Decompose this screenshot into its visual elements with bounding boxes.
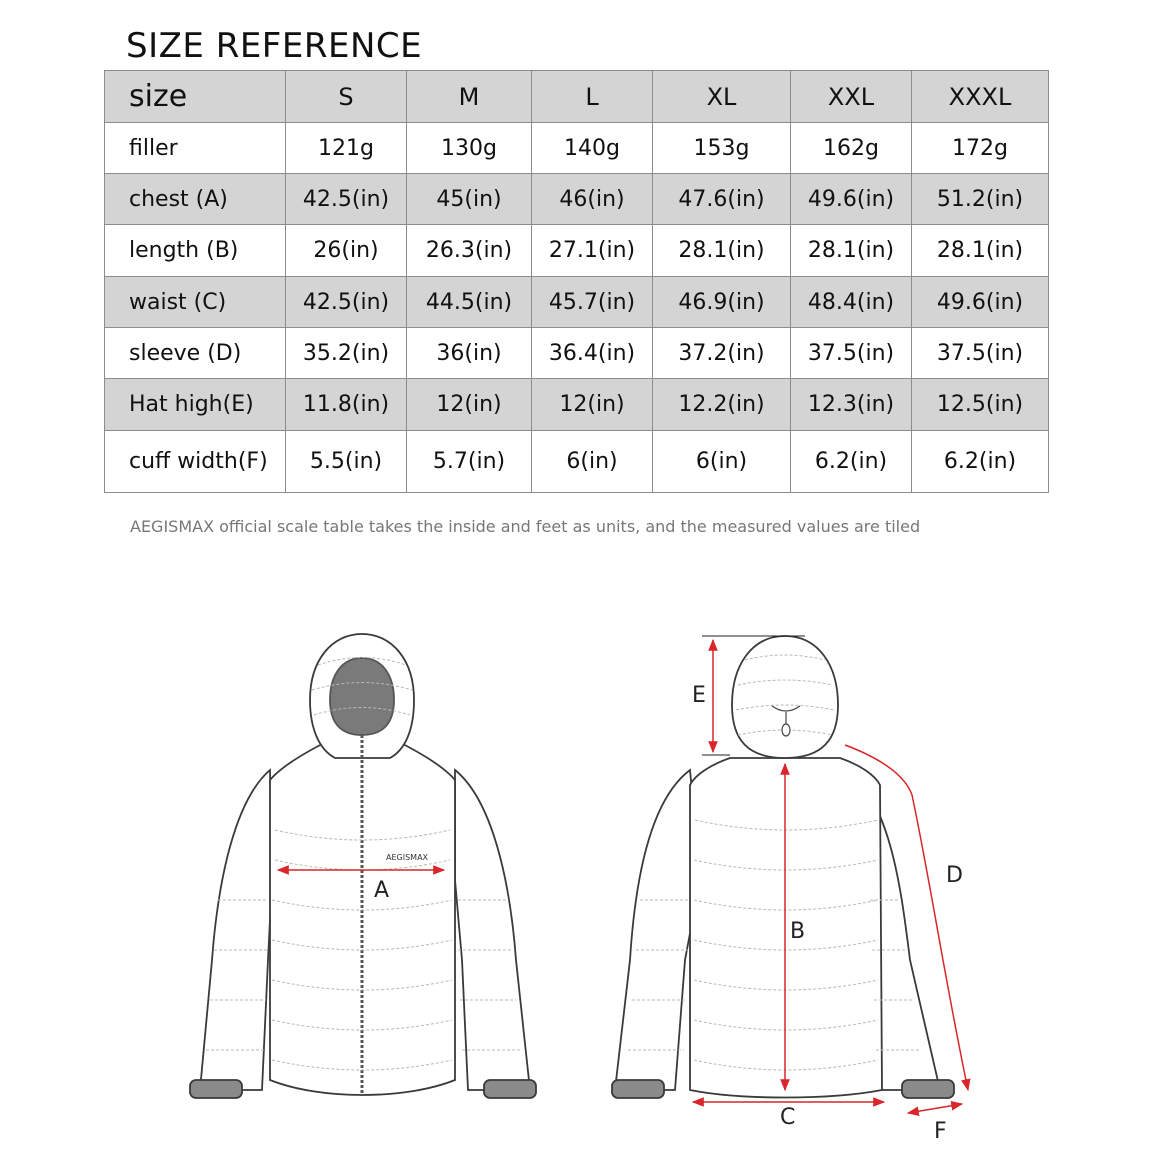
marker-e: E xyxy=(692,683,706,708)
marker-d: D xyxy=(946,863,963,888)
back-body xyxy=(690,758,882,1098)
row-label: Hat high(E) xyxy=(105,379,286,431)
row-label: length (B) xyxy=(105,225,286,277)
row-label: chest (A) xyxy=(105,174,286,225)
table-cell: 45(in) xyxy=(407,174,532,225)
row-label: filler xyxy=(105,123,286,174)
header-cell: M xyxy=(407,71,532,123)
front-left-sleeve xyxy=(200,770,272,1090)
table-cell: 26.3(in) xyxy=(407,225,532,277)
front-right-sleeve xyxy=(455,770,530,1090)
front-jacket xyxy=(190,634,536,1098)
table-cell: 36.4(in) xyxy=(532,328,653,379)
table-cell: 140g xyxy=(532,123,653,174)
table-cell: 12.5(in) xyxy=(912,379,1049,431)
table-row xyxy=(105,123,1049,174)
jacket-diagrams xyxy=(0,600,1150,1150)
table-cell: 162g xyxy=(791,123,912,174)
table-row xyxy=(105,174,1049,225)
table-cell: 130g xyxy=(407,123,532,174)
table-cell: 45.7(in) xyxy=(532,277,653,328)
size-table xyxy=(104,70,1049,493)
table-cell: 42.5(in) xyxy=(286,174,407,225)
table-cell: 27.1(in) xyxy=(532,225,653,277)
header-cell: XL xyxy=(653,71,791,123)
table-cell: 46(in) xyxy=(532,174,653,225)
table-row xyxy=(105,225,1049,277)
table-cell: 28.1(in) xyxy=(912,225,1049,277)
table-cell: 46.9(in) xyxy=(653,277,791,328)
marker-f: F xyxy=(934,1119,947,1144)
header-cell: L xyxy=(532,71,653,123)
table-cell: 49.6(in) xyxy=(912,277,1049,328)
header-cell: XXXL xyxy=(912,71,1049,123)
front-left-cuff xyxy=(190,1080,242,1098)
table-header-row xyxy=(105,71,1049,123)
table-cell: 5.5(in) xyxy=(286,431,407,493)
table-cell: 48.4(in) xyxy=(791,277,912,328)
table-cell: 44.5(in) xyxy=(407,277,532,328)
table-cell: 121g xyxy=(286,123,407,174)
table-cell: 51.2(in) xyxy=(912,174,1049,225)
scale-note: AEGISMAX official scale table takes the inside and feet as units, and the measured values are tiled xyxy=(130,517,921,536)
table-cell: 37.5(in) xyxy=(791,328,912,379)
cuff-arrow xyxy=(908,1104,962,1113)
table-row xyxy=(105,379,1049,431)
table-cell: 12(in) xyxy=(532,379,653,431)
row-label: sleeve (D) xyxy=(105,328,286,379)
table-row xyxy=(105,328,1049,379)
back-left-sleeve xyxy=(615,770,700,1090)
table-cell: 11.8(in) xyxy=(286,379,407,431)
header-cell: S xyxy=(286,71,407,123)
table-cell: 37.5(in) xyxy=(912,328,1049,379)
table-row xyxy=(105,431,1049,493)
table-cell: 42.5(in) xyxy=(286,277,407,328)
marker-a: A xyxy=(374,878,390,903)
table-cell: 37.2(in) xyxy=(653,328,791,379)
table-cell: 5.7(in) xyxy=(407,431,532,493)
back-hood xyxy=(732,636,838,758)
marker-b: B xyxy=(790,919,806,944)
table-cell: 35.2(in) xyxy=(286,328,407,379)
back-left-cuff xyxy=(612,1080,664,1098)
table-cell: 26(in) xyxy=(286,225,407,277)
table-cell: 153g xyxy=(653,123,791,174)
table-cell: 12.3(in) xyxy=(791,379,912,431)
front-hood-lining xyxy=(330,658,394,735)
table-cell: 6(in) xyxy=(532,431,653,493)
table-cell: 36(in) xyxy=(407,328,532,379)
table-cell: 6.2(in) xyxy=(791,431,912,493)
row-label: waist (C) xyxy=(105,277,286,328)
header-cell: size xyxy=(105,71,286,123)
front-brand-label: AEGISMAX xyxy=(386,853,429,862)
table-cell: 47.6(in) xyxy=(653,174,791,225)
table-cell: 28.1(in) xyxy=(791,225,912,277)
table-cell: 6.2(in) xyxy=(912,431,1049,493)
table-row xyxy=(105,277,1049,328)
row-label: cuff width(F) xyxy=(105,431,286,493)
table-cell: 12(in) xyxy=(407,379,532,431)
table-cell: 6(in) xyxy=(653,431,791,493)
marker-c: C xyxy=(780,1105,796,1130)
page-title: SIZE REFERENCE xyxy=(126,26,423,66)
table-cell: 28.1(in) xyxy=(653,225,791,277)
table-cell: 49.6(in) xyxy=(791,174,912,225)
table-cell: 12.2(in) xyxy=(653,379,791,431)
header-cell: XXL xyxy=(791,71,912,123)
table-cell: 172g xyxy=(912,123,1049,174)
back-right-cuff xyxy=(902,1080,954,1098)
front-right-cuff xyxy=(484,1080,536,1098)
